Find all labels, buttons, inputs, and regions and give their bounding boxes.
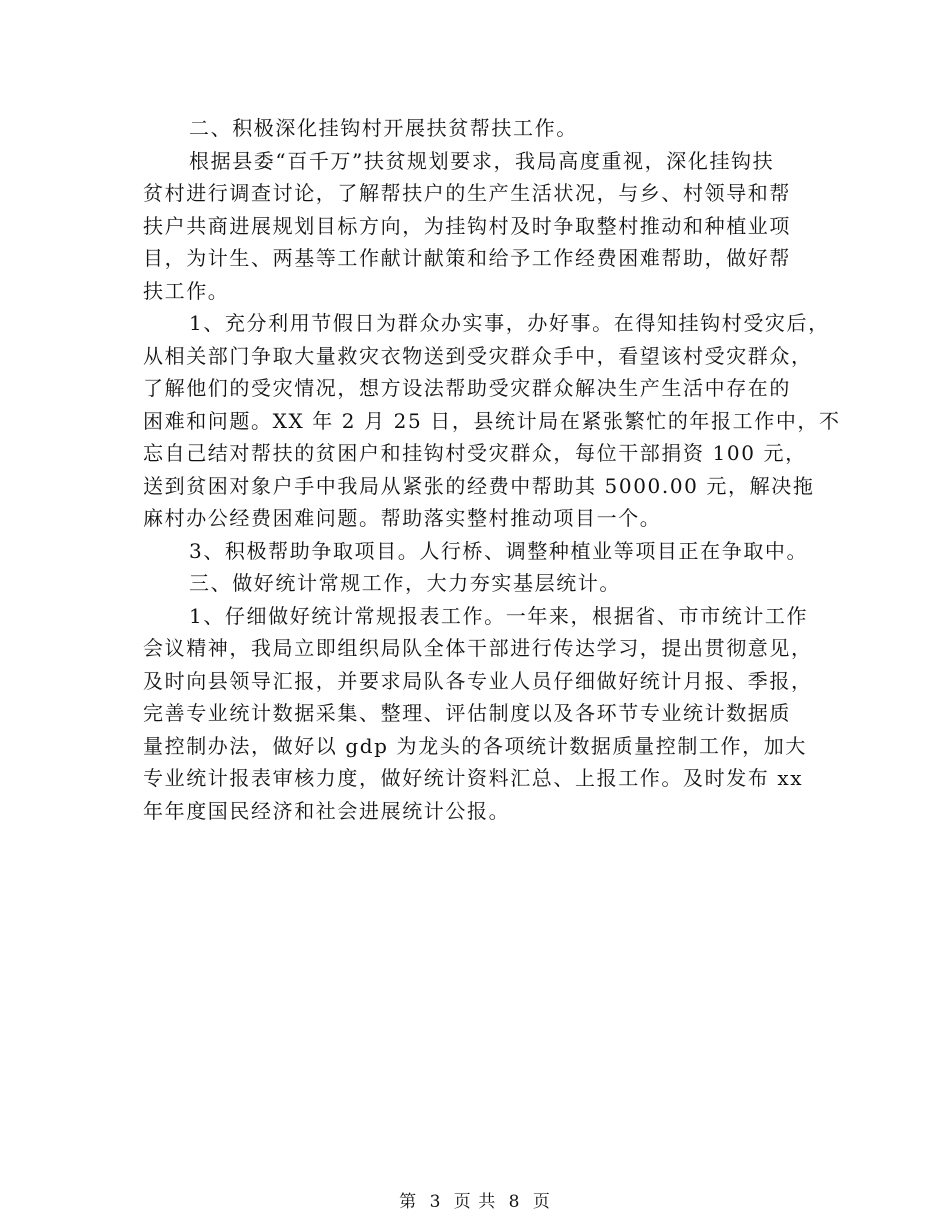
paragraph-line: 扶工作。 bbox=[143, 278, 230, 303]
paragraph-line: 困难和问题。XX 年 2 月 25 日，县统计局在紧张繁忙的年报工作中，不 bbox=[143, 408, 841, 433]
footer-total-pages: 8 bbox=[508, 1192, 521, 1212]
footer-page-number: 3 bbox=[429, 1192, 442, 1212]
paragraph-line: 3、积极帮助争取项目。人行桥、调整种植业等项目正在争取中。 bbox=[189, 538, 809, 563]
paragraph-line: 专业统计报表审核力度，做好统计资料汇总、上报工作。及时发布 xx bbox=[143, 766, 804, 790]
paragraph-line: 麻村办公经费困难问题。帮助落实整村推动项目一个。 bbox=[143, 506, 662, 530]
paragraph-line: 根据县委“百千万”扶贫规划要求，我局高度重视，深化挂钩扶 bbox=[189, 148, 775, 173]
document-body bbox=[143, 112, 841, 827]
footer-middle: 页 共 bbox=[453, 1192, 497, 1212]
paragraph-line: 从相关部门争取大量救灾衣物送到受灾群众手中，看望该村受灾群众， bbox=[143, 343, 813, 368]
page-footer bbox=[0, 1187, 950, 1212]
paragraph-line: 目，为计生、两基等工作献计献策和给予工作经费困难帮助，做好帮 bbox=[143, 246, 791, 270]
paragraph-line: 忘自己结对帮扶的贫困户和挂钩村受灾群众，每位干部捐资 100 元， bbox=[143, 441, 807, 465]
paragraph-line: 1、仔细做好统计常规报表工作。一年来，根据省、市市统计工作 bbox=[189, 603, 809, 628]
paragraph-line: 贫村进行调查讨论，了解帮扶户的生产生活状况，与乡、村领导和帮 bbox=[143, 181, 791, 205]
paragraph-line: 了解他们的受灾情况，想方设法帮助受灾群众解决生产生活中存在的 bbox=[143, 376, 791, 400]
paragraph-line: 完善专业统计数据采集、整理、评估制度以及各环节专业统计数据质 bbox=[143, 701, 791, 725]
paragraph-line: 量控制办法，做好以 gdp 为龙头的各项统计数据质量控制工作，加大 bbox=[143, 733, 807, 758]
paragraph-line: 及时向县领导汇报，并要求局队各专业人员仔细做好统计月报、季报， bbox=[143, 668, 813, 693]
paragraph-line: 会议精神，我局立即组织局队全体干部进行传达学习，提出贯彻意见， bbox=[143, 636, 813, 660]
footer-prefix: 第 bbox=[399, 1192, 418, 1212]
paragraph-line: 1、充分利用节假日为群众办实事，办好事。在得知挂钩村受灾后， bbox=[189, 311, 830, 335]
paragraph-line: 送到贫困对象户手中我局从紧张的经费中帮助其 5000.00 元，解决拖 bbox=[143, 473, 815, 498]
section-heading-3: 三、做好统计常规工作，大力夯实基层统计。 bbox=[189, 571, 621, 595]
paragraph-line: 扶户共商进展规划目标方向，为挂钩村及时争取整村推动和种植业项 bbox=[143, 213, 791, 238]
paragraph-line: 年年度国民经济和社会进展统计公报。 bbox=[143, 798, 511, 823]
section-heading-2: 二、积极深化挂钩村开展扶贫帮扶工作。 bbox=[189, 116, 578, 140]
footer-suffix: 页 bbox=[532, 1192, 551, 1212]
